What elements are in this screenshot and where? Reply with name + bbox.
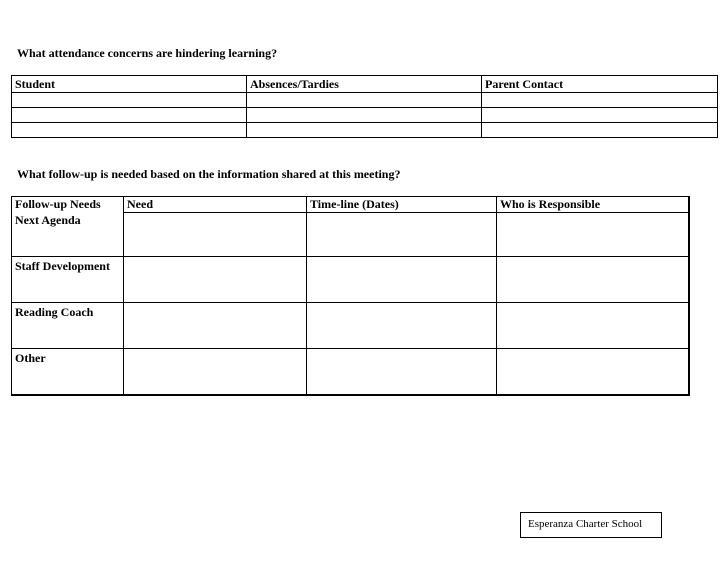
followup-question: What follow-up is needed based on the information shared at this meeting? bbox=[17, 167, 401, 181]
school-name-box: Esperanza Charter School bbox=[520, 512, 662, 538]
attendance-header-row bbox=[12, 76, 718, 93]
need-cell[interactable] bbox=[124, 303, 307, 349]
student-cell[interactable] bbox=[12, 123, 247, 138]
absences-cell[interactable] bbox=[247, 108, 482, 123]
responsible-cell[interactable] bbox=[497, 213, 689, 257]
absences-cell[interactable] bbox=[247, 93, 482, 108]
header-who-responsible: Who is Responsible bbox=[497, 197, 689, 213]
header-absences-tardies: Absences/Tardies bbox=[247, 76, 482, 93]
timeline-cell[interactable] bbox=[307, 213, 497, 257]
followup-table bbox=[11, 196, 690, 396]
header-need: Need bbox=[124, 197, 307, 213]
student-cell[interactable] bbox=[12, 108, 247, 123]
parent-contact-cell[interactable] bbox=[482, 108, 718, 123]
need-cell[interactable] bbox=[124, 213, 307, 257]
followup-row-reading-coach bbox=[12, 303, 689, 349]
header-parent-contact: Parent Contact bbox=[482, 76, 718, 93]
row-label-reading-coach: Reading Coach bbox=[12, 303, 124, 349]
parent-contact-cell[interactable] bbox=[482, 93, 718, 108]
followup-row-other bbox=[12, 349, 689, 396]
timeline-cell[interactable] bbox=[307, 303, 497, 349]
responsible-cell[interactable] bbox=[497, 303, 689, 349]
row-label-staff-development: Staff Development bbox=[12, 257, 124, 303]
attendance-row bbox=[12, 123, 718, 138]
header-student: Student bbox=[12, 76, 247, 93]
followup-header-row bbox=[12, 197, 689, 213]
followup-row-next-agenda bbox=[12, 213, 689, 257]
responsible-cell[interactable] bbox=[497, 349, 689, 396]
need-cell[interactable] bbox=[124, 257, 307, 303]
row-label-other: Other bbox=[12, 349, 124, 396]
header-followup-needs: Follow-up Needs bbox=[12, 197, 124, 213]
attendance-row bbox=[12, 93, 718, 108]
attendance-question: What attendance concerns are hindering learning? bbox=[17, 46, 278, 60]
attendance-row bbox=[12, 108, 718, 123]
timeline-cell[interactable] bbox=[307, 257, 497, 303]
header-timeline: Time-line (Dates) bbox=[307, 197, 497, 213]
row-label-next-agenda: Next Agenda bbox=[12, 213, 124, 257]
student-cell[interactable] bbox=[12, 93, 247, 108]
parent-contact-cell[interactable] bbox=[482, 123, 718, 138]
followup-row-staff-development bbox=[12, 257, 689, 303]
absences-cell[interactable] bbox=[247, 123, 482, 138]
attendance-table bbox=[11, 75, 718, 138]
responsible-cell[interactable] bbox=[497, 257, 689, 303]
need-cell[interactable] bbox=[124, 349, 307, 396]
timeline-cell[interactable] bbox=[307, 349, 497, 396]
